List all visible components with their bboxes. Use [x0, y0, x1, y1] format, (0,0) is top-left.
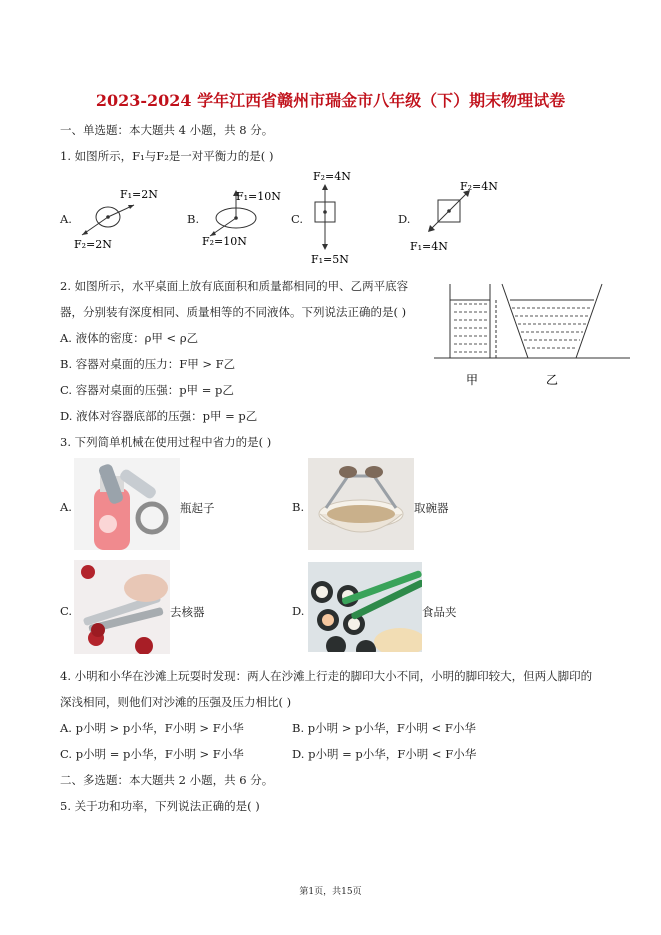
q1-option-a-figure	[72, 180, 172, 250]
q3-option-d-name: 食品夹	[422, 605, 457, 619]
q2-containers-figure	[430, 278, 640, 390]
q4-option-c: C. p小明 = p小华，F小明 > F小华	[60, 747, 244, 761]
q1-option-b-label: B.	[187, 212, 200, 226]
q2-fig-label-yi: 乙	[546, 373, 559, 387]
page-title: 2023-2024 学年江西省赣州市瑞金市八年级（下）期末物理试卷	[95, 91, 566, 110]
q3-option-b-label: B.	[292, 500, 305, 514]
q3-option-d-label: D.	[292, 604, 305, 618]
q1d-f2-label: F₂=4N	[460, 180, 498, 193]
q3-option-b-name: 取碗器	[414, 501, 449, 515]
q1-option-d-figure	[410, 178, 510, 258]
question-2-stem-line2: 器，分别装有深度相同、质量相等的不同液体。下列说法正确的是( )	[60, 305, 407, 319]
page-footer: 第1页，共15页	[299, 887, 362, 897]
q2-option-c: C. 容器对桌面的压强：p甲 = p乙	[60, 383, 234, 397]
question-3-stem: 3. 下列简单机械在使用过程中省力的是( )	[60, 435, 272, 449]
q1c-f1-label: F₁=5N	[311, 253, 349, 266]
q1a-f1-label: F₁=2N	[120, 188, 158, 201]
bowl-gripper-photo	[308, 458, 414, 550]
question-2-stem-line1: 2. 如图所示，水平桌面上放有底面积和质量都相同的甲、乙两平底容	[60, 279, 409, 293]
question-4-stem-line2: 深浅相同，则他们对沙滩的压强及压力相比( )	[60, 695, 292, 709]
q4-option-a: A. p小明 > p小华，F小明 > F小华	[60, 721, 244, 735]
q3-option-c-label: C.	[60, 604, 73, 618]
q1-option-c-figure	[303, 168, 373, 268]
q1-option-a-label: A.	[60, 212, 72, 226]
q2-fig-label-jia: 甲	[466, 373, 479, 387]
q2-option-b: B. 容器对桌面的压力：F甲 > F乙	[60, 357, 236, 371]
q1c-f2-label: F₂=4N	[313, 170, 351, 183]
q1d-f1-label: F₁=4N	[410, 240, 448, 253]
q1b-f1-label: F₁=10N	[236, 190, 281, 203]
q3-option-c-name: 去核器	[170, 605, 205, 619]
q2-option-d: D. 液体对容器底部的压强：p甲 = p乙	[60, 409, 258, 423]
q4-option-b: B. p小明 > p小华，F小明 < F小华	[292, 721, 476, 735]
question-4-stem-line1: 4. 小明和小华在沙滩上玩耍时发现：两人在沙滩上行走的脚印大小不同，小明的脚印较大，但两人脚印的	[60, 669, 593, 683]
q1-option-c-label: C.	[291, 212, 304, 226]
q1a-f2-label: F₂=2N	[74, 238, 112, 250]
q1-option-d-label: D.	[398, 212, 411, 226]
question-1-stem: 1. 如图所示，F₁与F₂是一对平衡力的是( )	[60, 149, 274, 163]
section-multi-choice-heading: 二、多选题：本大题共 2 小题，共 6 分。	[60, 773, 274, 787]
food-tongs-photo	[308, 562, 422, 652]
q1-option-b-figure	[200, 180, 300, 250]
q2-option-a: A. 液体的密度：ρ甲 < ρ乙	[60, 331, 199, 345]
q4-option-d: D. p小明 = p小华，F小明 < F小华	[292, 747, 477, 761]
q3-option-a-label: A.	[60, 500, 72, 514]
q3-option-a-name: 瓶起子	[180, 501, 215, 515]
q1b-f2-label: F₂=10N	[202, 235, 247, 248]
question-5-stem: 5. 关于功和功率，下列说法正确的是( )	[60, 799, 260, 813]
section-single-choice-heading: 一、单选题：本大题共 4 小题，共 8 分。	[60, 123, 274, 137]
bottle-opener-photo	[74, 458, 180, 550]
pitter-photo	[74, 560, 170, 654]
